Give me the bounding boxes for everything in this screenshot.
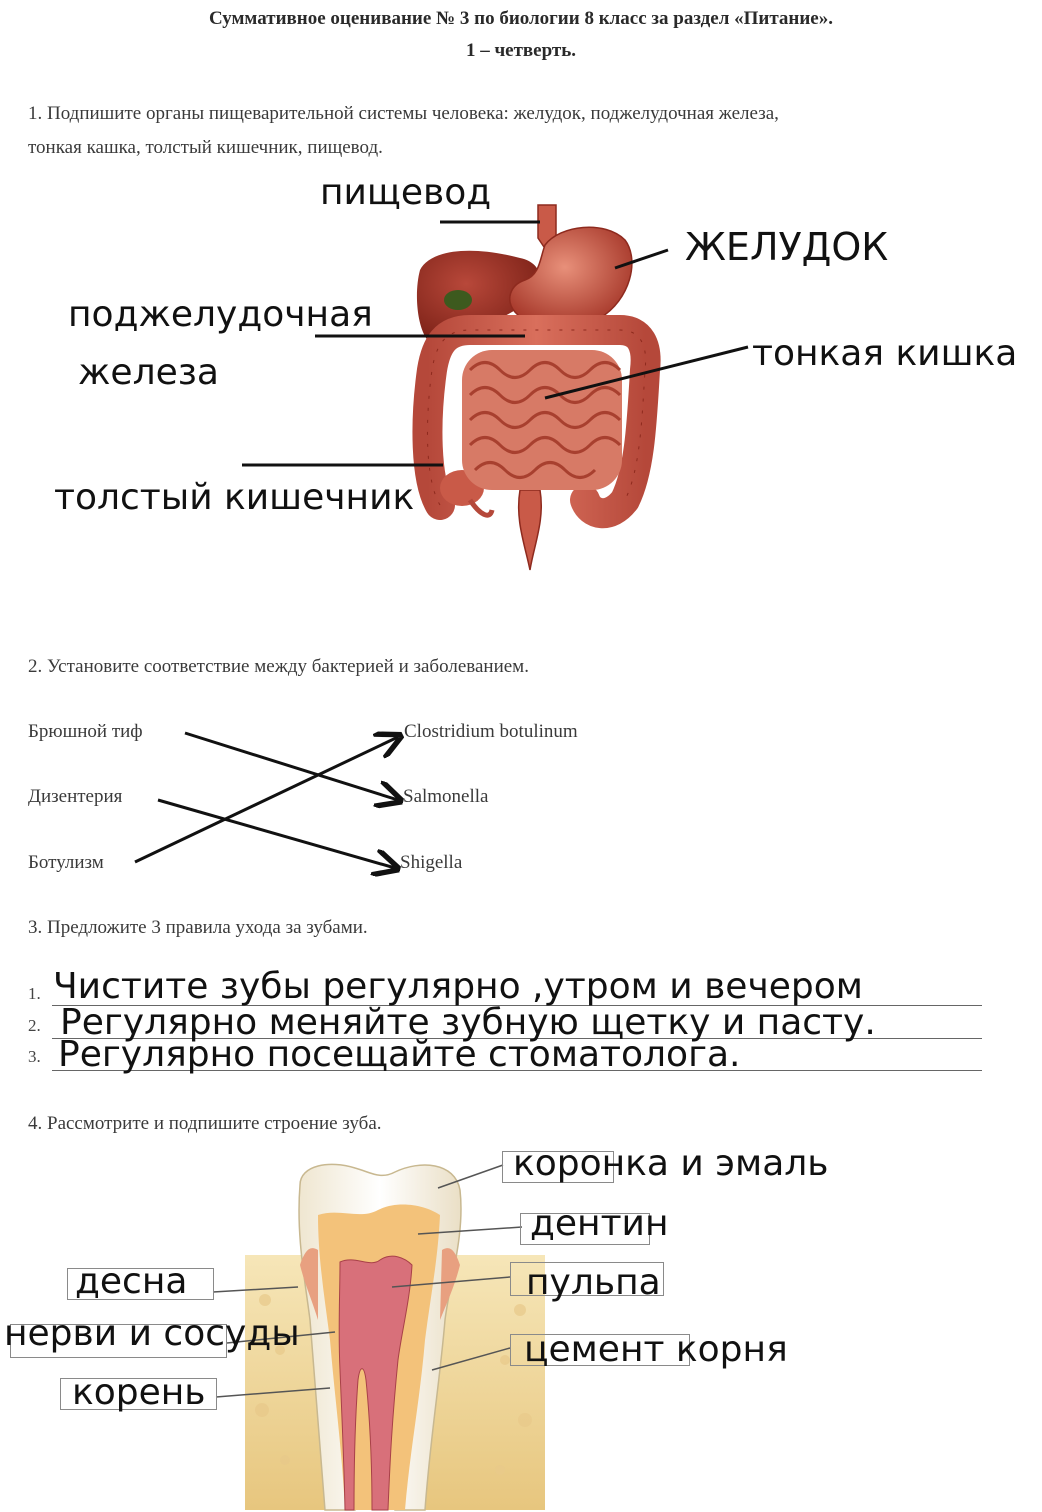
document-title: Суммативное оценивание № 3 по биологии 8 класс за раздел «Питание». xyxy=(208,8,833,29)
task2-match-arrows xyxy=(135,733,398,868)
task1-question-line1: 1. Подпишите органы пищеварительной системы человека: желудок, поджелудочная железа, xyxy=(28,103,779,124)
bacterium-shigella: Shigella xyxy=(400,852,463,873)
label-gum: десна xyxy=(75,1261,188,1302)
label-stomach: ЖЕЛУДОК xyxy=(685,225,889,269)
label-cement: цемент корня xyxy=(524,1329,788,1370)
disease-dysentery: Дизентерия xyxy=(28,786,123,807)
label-esophagus: пищевод xyxy=(320,172,492,213)
answer-text-1: Чистите зубы регулярно ,утром и вечером xyxy=(53,966,863,1007)
answer-text-3: Регулярно посещайте стоматолога. xyxy=(58,1034,741,1075)
disease-botulism: Ботулизм xyxy=(28,852,104,873)
label-large-intestine: толстый кишечник xyxy=(54,477,415,518)
label-small-intestine: тонкая кишка xyxy=(752,333,1018,374)
rectum-shape xyxy=(519,490,542,570)
bacterium-clostridium: Clostridium botulinum xyxy=(404,721,578,742)
gallbladder-shape xyxy=(444,290,472,310)
arrow-typhoid-salmonella xyxy=(185,733,398,800)
arrow-botulism-clostridium xyxy=(135,737,398,862)
answer-number-2: 2. xyxy=(28,1016,41,1035)
disease-typhoid: Брюшной тиф xyxy=(28,721,143,742)
label-root: корень xyxy=(72,1372,206,1413)
label-nerves: нерви и сосуды xyxy=(4,1313,300,1354)
bacterium-salmonella: Salmonella xyxy=(403,786,489,807)
task1-question-line2: тонкая кашка, толстый кишечник, пищевод. xyxy=(28,137,383,158)
digestive-system-illustration xyxy=(417,205,646,570)
label-crown: коронка и эмаль xyxy=(513,1143,829,1184)
small-intestine-mass xyxy=(462,350,622,490)
appendix-shape xyxy=(470,500,492,515)
label-pulp: пульпа xyxy=(526,1262,661,1303)
task3-question: 3. Предложите 3 правила ухода за зубами. xyxy=(28,917,368,938)
answer-number-1: 1. xyxy=(28,984,41,1003)
task2-question: 2. Установите соответствие между бактерией и заболеванием. xyxy=(28,656,529,677)
label-pancreas-line1: поджелудочная xyxy=(68,294,373,335)
label-dentin: дентин xyxy=(530,1203,669,1244)
answer-number-3: 3. xyxy=(28,1047,41,1066)
answer-text-2: Регулярно меняйте зубную щетку и пасту. xyxy=(60,1002,876,1043)
document-subtitle: 1 – четверть. xyxy=(465,40,577,61)
label-pancreas-line2: железа xyxy=(78,352,219,393)
task4-question: 4. Рассмотрите и подпишите строение зуба. xyxy=(28,1113,382,1134)
